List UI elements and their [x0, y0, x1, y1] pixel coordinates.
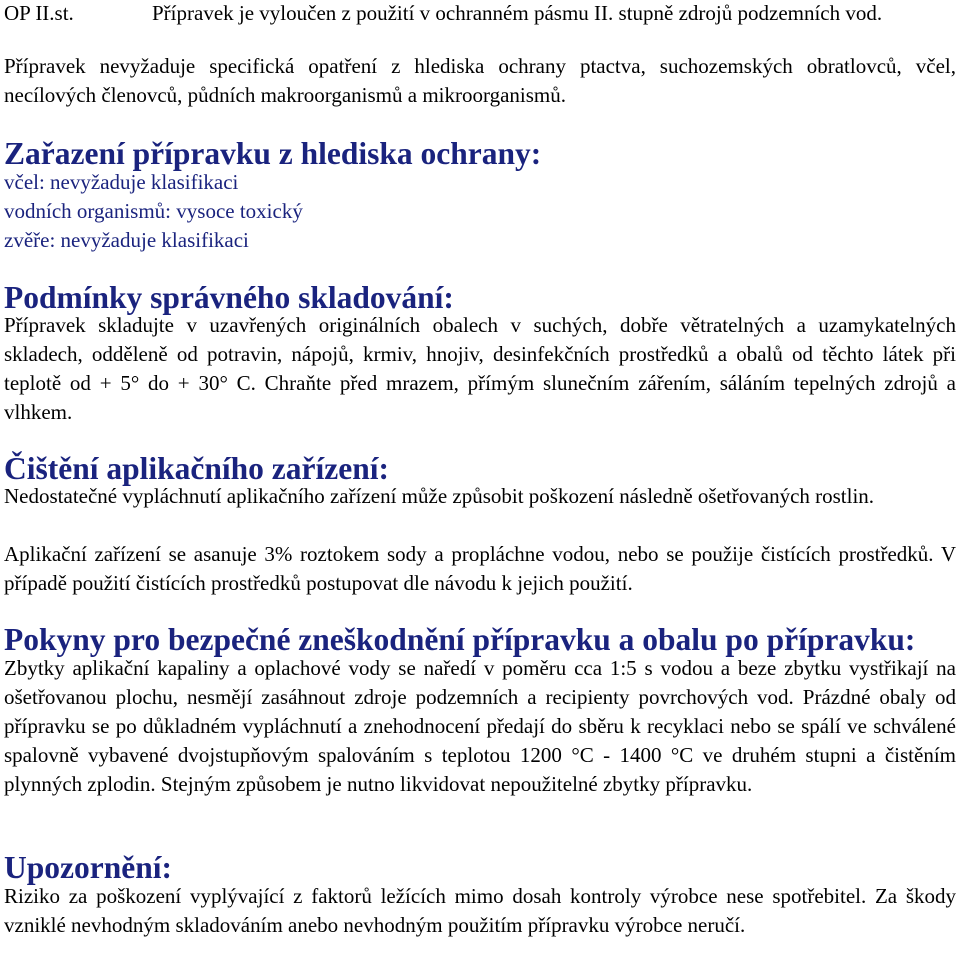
classification-item-aquatic: vodních organismů: vysoce toxický — [4, 199, 303, 223]
storage-text: Přípravek skladujte v uzavřených originálních obalech v suchých, dobře větratelných a uzamykatelných skladech, odděleně od potravin, nápojů, krmiv, hnojiv, desinfekčních prostředků a obalů od těchto látek při teplotě od + 5° do + 30° C. Chraňte před mrazem, přímým slunečním zářením, sáláním tepelných zdrojů a vlhkem. — [4, 313, 956, 424]
cleaning-text-2: Aplikační zařízení se asanuje 3% roztokem sody a propláchne vodou, nebo se použije čistících prostředků. V případě použití čistících prostředků postupovat dle návodu k jejich použití. — [4, 542, 956, 595]
classification-item-game: zvěře: nevyžaduje klasifikaci — [4, 228, 249, 252]
cleaning-text-1: Nedostatečné vypláchnutí aplikačního zařízení může způsobit poškození následně ošetřovaných rostlin. — [4, 484, 875, 508]
warning-heading: Upozornění: — [4, 850, 172, 885]
op-restriction — [4, 0, 956, 26]
cleaning-heading: Čištění aplikačního zařízení: — [4, 451, 389, 486]
warning-text: Riziko za poškození vyplývající z faktorů ležících mimo dosah kontroly výrobce nese spotřebitel. Za škody vzniklé nevhodným skladováním anebo nevhodným použitím přípravku výrobce neručí. — [4, 884, 956, 937]
classification-item-bees: včel: nevyžaduje klasifikaci — [4, 170, 239, 194]
op-label: OP II.st. — [4, 1, 74, 25]
disposal-heading: Pokyny pro bezpečné zneškodnění přípravku a obalu po přípravku: — [4, 622, 916, 657]
classification-heading: Zařazení přípravku z hlediska ochrany: — [4, 136, 542, 171]
disposal-text: Zbytky aplikační kapaliny a oplachové vody se naředí v poměru cca 1:5 s vodou a beze zbytku vystřikají na ošetřovanou plochu, nesmějí zasáhnout zdroje podzemních a recipienty povrchových vod. Prázdné obaly od přípravku se po důkladném vypláchnutí a znehodnocení předají do sběru k recyklaci nebo se spálí ve schválené spalovně vybavené dvojstupňovým spalováním s teplotou 1200 °C - 1400 °C ve druhém stupni a čistěním plynných zplodin. Stejným způsobem je nutno likvidovat nepoužitelné zbytky přípravku. — [4, 656, 956, 796]
classification-list — [4, 168, 956, 255]
op-text: Přípravek je vyloučen z použití v ochranném pásmu II. stupně zdrojů podzemních vod. — [152, 1, 883, 25]
storage-heading: Podmínky správného skladování: — [4, 280, 454, 315]
protection-note: Přípravek nevyžaduje specifická opatření z hlediska ochrany ptactva, suchozemských obratlovců, včel, necílových členovců, půdních makroorganismů a mikroorganismů. — [4, 54, 956, 107]
